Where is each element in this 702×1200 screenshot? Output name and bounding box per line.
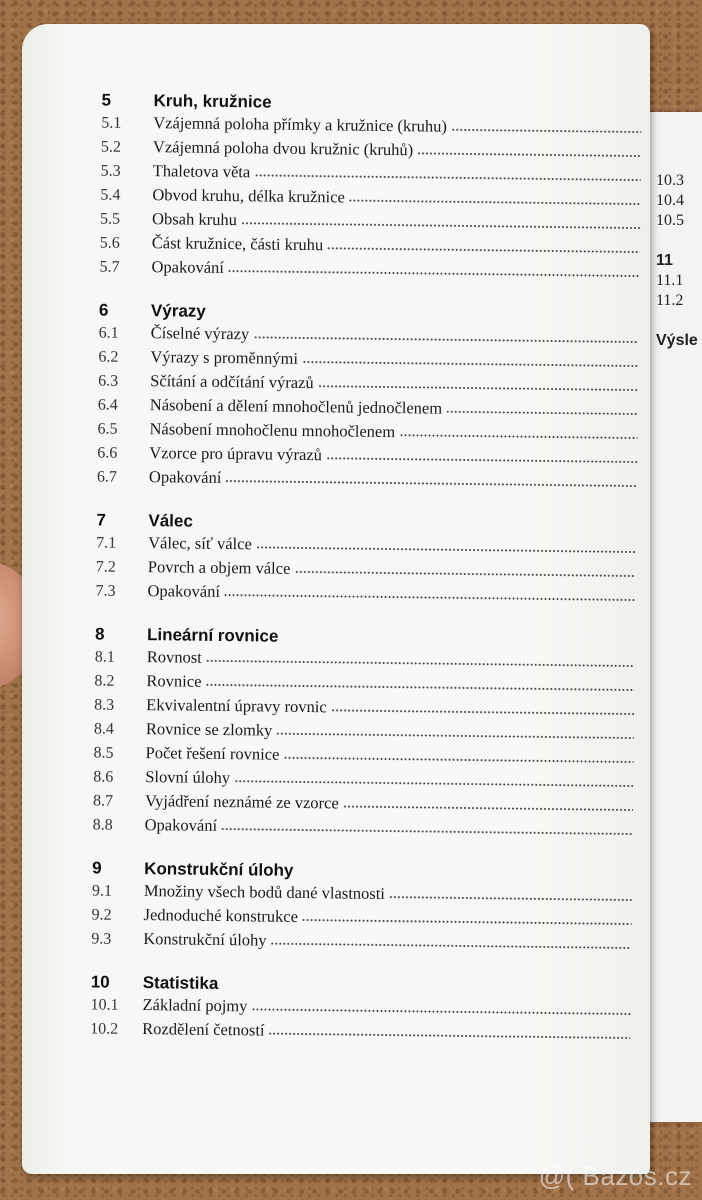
toc-entry [90, 994, 630, 1021]
entry-number: 10.1 [90, 996, 119, 1014]
leader-dots [234, 779, 633, 788]
entry-title: Obsah kruhu [152, 209, 238, 230]
entry-title: Rovnice [146, 671, 202, 691]
right-page-item: 11.2 [656, 292, 684, 309]
entry-number: 5.5 [100, 210, 121, 228]
section-number: 10 [90, 972, 110, 992]
entry-number: 8.5 [93, 744, 114, 762]
right-page-item: Výsle [656, 332, 698, 349]
leader-dots [318, 384, 638, 392]
entry-title: Vyjádření neznámé ze vzorce [144, 791, 339, 813]
entry-number: 5.1 [101, 114, 122, 132]
entry-title: Konstrukční úlohy [143, 929, 267, 950]
toc-entry [97, 442, 637, 469]
leader-dots [302, 360, 638, 368]
entry-number: 7.3 [95, 582, 116, 600]
entry-title: Obvod kruhu, délka kružnice [152, 185, 345, 207]
table-of-contents [22, 24, 650, 1174]
section-heading [96, 510, 193, 531]
section-title: Konstrukční úlohy [144, 859, 294, 880]
section-heading [95, 624, 279, 646]
leader-dots [268, 1032, 630, 1040]
section-title: Statistika [142, 973, 219, 993]
section-number: 7 [96, 510, 107, 530]
toc-entry [94, 670, 634, 697]
entry-number: 5.6 [99, 234, 120, 252]
entry-title: Opakování [151, 257, 225, 277]
entry-number: 6.2 [98, 348, 119, 366]
entry-number: 5.2 [100, 138, 122, 156]
toc-entry [99, 322, 639, 349]
toc-entry [100, 232, 640, 259]
entry-number: 9.2 [91, 906, 112, 924]
leader-dots [206, 659, 635, 668]
entry-number: 8.8 [92, 816, 113, 834]
leader-dots [221, 827, 633, 836]
entry-title: Základní pojmy [142, 995, 248, 1016]
toc-entry [93, 766, 633, 793]
entry-number: 7.1 [96, 534, 117, 552]
section-heading [101, 90, 271, 112]
entry-number: 8.4 [93, 720, 114, 738]
entry-title: Sčítání a odčítání výrazů [150, 371, 314, 393]
entry-number: 5.3 [100, 162, 121, 180]
section-title: Kruh, kružnice [153, 91, 272, 112]
entry-number: 9.3 [91, 930, 112, 948]
entry-number: 6.3 [98, 372, 119, 390]
toc-entry [98, 370, 638, 397]
toc-entry [93, 790, 633, 817]
entry-title: Opakování [148, 467, 222, 487]
entry-number: 6.6 [97, 444, 118, 462]
toc-entry [96, 532, 636, 559]
toc-entry [98, 346, 638, 373]
toc-entry [98, 394, 638, 421]
leader-dots [254, 173, 640, 182]
leader-dots [253, 335, 639, 344]
entry-title: Násobení mnohočlenu mnohočlenem [149, 419, 396, 442]
entry-number: 7.2 [95, 558, 116, 576]
entry-number: 8.3 [94, 696, 115, 714]
section-number: 9 [92, 858, 102, 878]
entry-number: 8.6 [93, 768, 114, 786]
right-page-item: 11.1 [656, 272, 684, 289]
entry-number: 6.4 [97, 396, 118, 414]
section-title: Výrazy [150, 301, 206, 321]
entry-number: 8.1 [94, 648, 115, 666]
entry-number: 9.1 [91, 882, 113, 900]
right-page-item: 10.3 [656, 172, 684, 189]
entry-title: Vzájemná poloha přímky a kružnice (kruhu) [153, 113, 448, 136]
entry-title: Část kružnice, části kruhu [151, 233, 324, 255]
leader-dots [205, 683, 634, 692]
leader-dots [417, 151, 641, 158]
entry-title: Válec, síť válce [148, 533, 252, 554]
leader-dots [283, 756, 633, 764]
entry-title: Rovnice se zlomky [145, 719, 273, 740]
toc-entry [97, 466, 637, 493]
toc-entry [96, 556, 636, 583]
entry-title: Opakování [144, 815, 218, 835]
leader-dots [343, 804, 633, 812]
entry-title: Slovní úlohy [145, 767, 231, 788]
watermark: @( Bazos.cz [538, 1161, 692, 1191]
toc-entry [100, 208, 640, 235]
toc-entry [94, 694, 634, 721]
toc-entry [95, 580, 635, 607]
section-heading [91, 972, 219, 994]
toc-entry [91, 904, 631, 931]
toc-entry [91, 928, 631, 955]
entry-title: Počet řešení rovnice [145, 743, 280, 764]
leader-dots [225, 479, 637, 488]
toc-entry [94, 718, 634, 745]
entry-title: Thaletova věta [152, 161, 251, 182]
entry-number: 6.1 [98, 324, 119, 342]
toc-entry [92, 880, 632, 907]
right-page-item: 10.4 [656, 192, 684, 209]
toc-entry [101, 160, 641, 187]
entry-number: 8.2 [94, 672, 115, 690]
section-number: 5 [101, 90, 112, 110]
toc-entry [93, 814, 633, 841]
leader-dots [256, 545, 636, 554]
leader-dots [389, 895, 632, 902]
entry-title: Vzájemná poloha dvou kružnic (kruhů) [152, 137, 414, 160]
entry-number: 8.7 [92, 792, 114, 810]
leader-dots [271, 942, 632, 950]
leader-dots [446, 410, 638, 416]
section-number: 8 [94, 624, 105, 644]
leader-dots [349, 199, 641, 207]
toc-entry [100, 184, 640, 211]
entry-number: 6.7 [96, 468, 118, 486]
right-page-item: 10.5 [656, 212, 684, 229]
entry-title: Výrazy s proměnnými [150, 347, 299, 368]
entry-number: 5.7 [99, 258, 120, 276]
entry-title: Ekvivalentní úpravy rovnic [146, 695, 327, 717]
leader-dots [251, 1007, 630, 1016]
toc-entry [95, 646, 635, 673]
right-page-item: 11 [656, 252, 673, 269]
toc-entry [99, 256, 639, 283]
entry-title: Množiny všech bodů dané vlastnosti [143, 881, 386, 904]
book-page [22, 24, 650, 1174]
leader-dots [326, 456, 637, 464]
leader-dots [327, 246, 640, 254]
entry-number: 10.2 [90, 1020, 119, 1038]
leader-dots [241, 221, 640, 230]
section-title: Lineární rovnice [146, 625, 279, 646]
entry-number: 6.5 [97, 420, 118, 438]
entry-title: Opakování [147, 581, 221, 601]
toc-entry [101, 112, 641, 139]
leader-dots [399, 433, 637, 440]
toc-entry [93, 742, 633, 769]
leader-dots [331, 708, 634, 716]
entry-number: 5.4 [100, 186, 121, 204]
leader-dots [302, 918, 632, 926]
section-heading [92, 858, 293, 880]
toc-entry [101, 136, 641, 163]
leader-dots [451, 128, 641, 134]
entry-title: Číselné výrazy [150, 323, 250, 344]
entry-title: Vzorce pro úpravu výrazů [149, 443, 323, 465]
leader-dots [228, 269, 640, 278]
toc-entry [97, 418, 637, 445]
entry-title: Násobení a dělení mnohočlenů jednočlenem [149, 395, 443, 418]
entry-title: Povrch a objem válce [147, 557, 291, 578]
entry-title: Rovnost [146, 647, 202, 667]
section-title: Válec [148, 511, 193, 531]
leader-dots [224, 593, 636, 602]
leader-dots [294, 570, 636, 578]
section-heading [99, 300, 206, 321]
leader-dots [276, 732, 634, 740]
entry-title: Jednoduché konstrukce [143, 905, 299, 926]
section-number: 6 [98, 300, 109, 320]
entry-title: Rozdělení četností [142, 1019, 265, 1040]
toc-entry [90, 1018, 630, 1045]
